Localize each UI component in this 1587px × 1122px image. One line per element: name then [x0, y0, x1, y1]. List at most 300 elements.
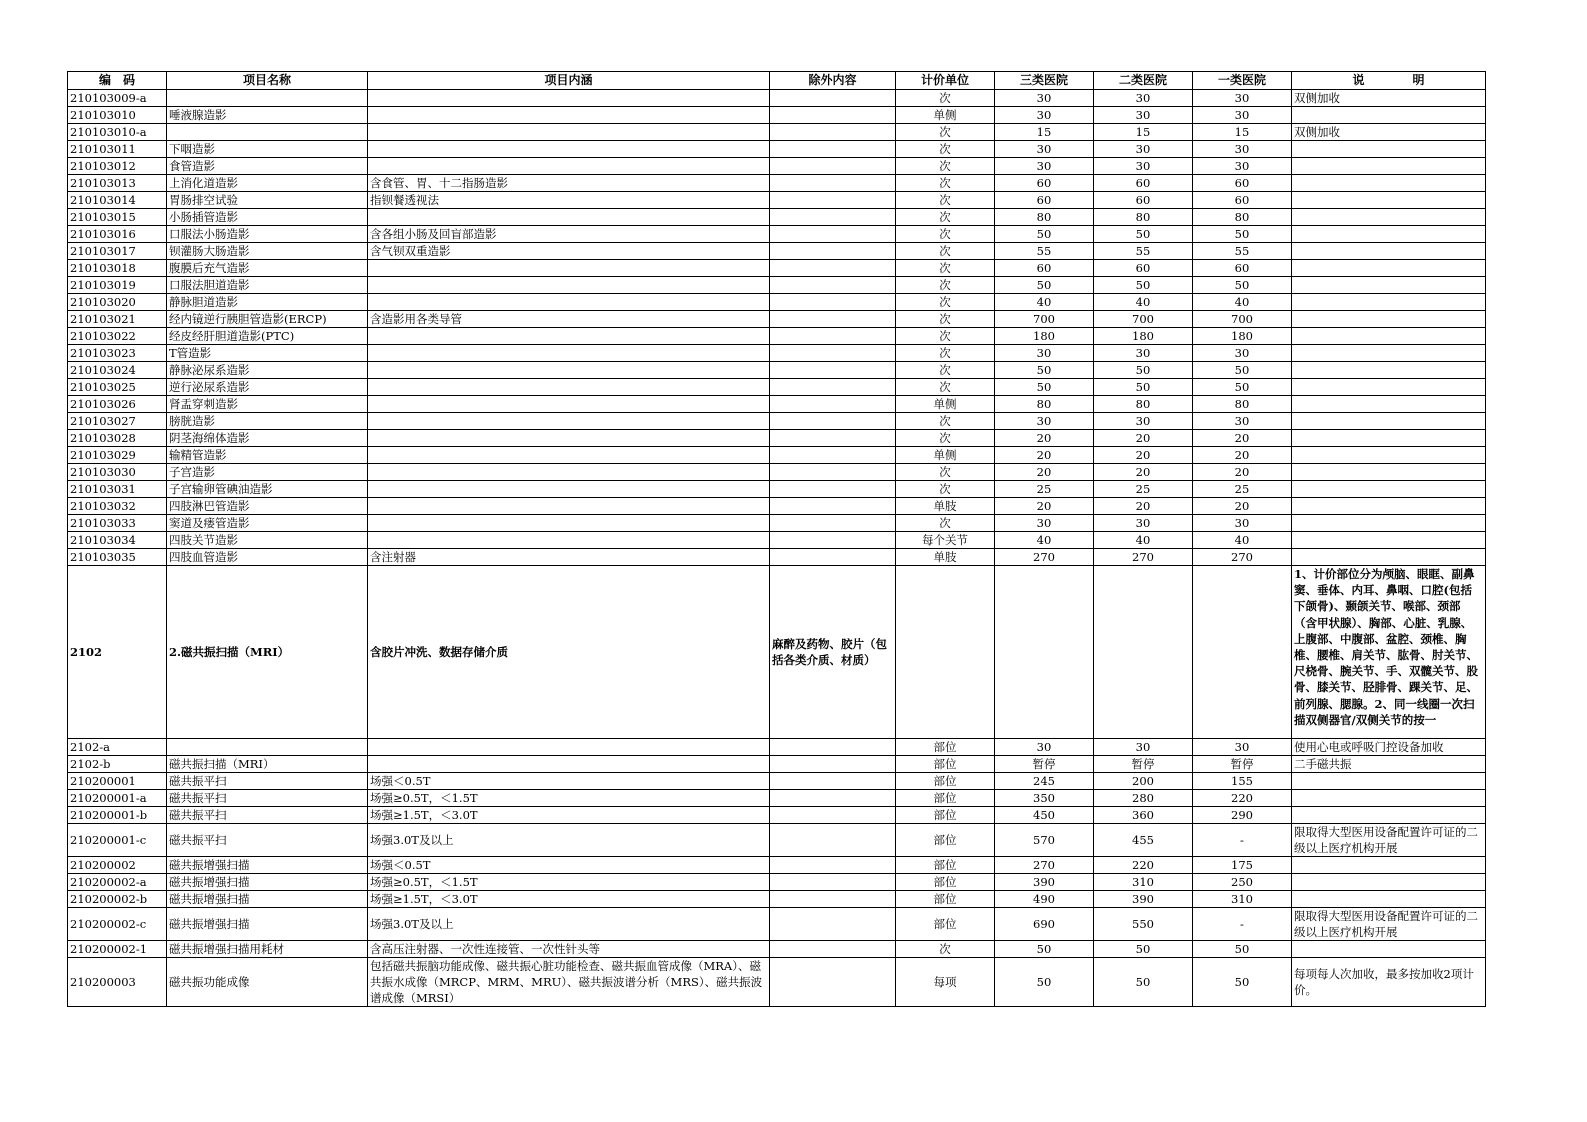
table-row	[68, 107, 1486, 124]
price-class1-cell: 20	[1193, 498, 1292, 515]
exclusions-cell	[770, 107, 896, 124]
note-cell: 限取得大型医用设备配置许可证的二级以上医疗机构开展	[1292, 824, 1486, 857]
note-cell	[1292, 175, 1486, 192]
table-row	[68, 90, 1486, 107]
code-cell: 210103019	[68, 277, 167, 294]
price-class2-cell: 550	[1094, 908, 1193, 941]
price-class2-cell: 50	[1094, 277, 1193, 294]
name-cell: 磁共振增强扫描	[167, 874, 368, 891]
exclusions-cell	[770, 874, 896, 891]
code-cell: 210103025	[68, 379, 167, 396]
code-cell: 210103014	[68, 192, 167, 209]
exclusions-cell	[770, 756, 896, 773]
exclusions-cell	[770, 362, 896, 379]
note-cell: 限取得大型医用设备配置许可证的二级以上医疗机构开展	[1292, 908, 1486, 941]
name-cell: 磁共振平扫	[167, 807, 368, 824]
unit-cell: 次	[896, 379, 995, 396]
note-cell	[1292, 413, 1486, 430]
unit-cell: 单侧	[896, 107, 995, 124]
exclusions-cell	[770, 958, 896, 1007]
code-cell: 210103035	[68, 549, 167, 566]
table-row	[68, 430, 1486, 447]
unit-cell: 次	[896, 941, 995, 958]
unit-cell: 单侧	[896, 447, 995, 464]
table-row	[68, 175, 1486, 192]
price-class2-cell: 50	[1094, 958, 1193, 1007]
name-cell: 磁共振增强扫描用耗材	[167, 941, 368, 958]
unit-cell: 部位	[896, 824, 995, 857]
price-class2-cell: 30	[1094, 345, 1193, 362]
name-cell: 口服法胆道造影	[167, 277, 368, 294]
exclusions-cell	[770, 396, 896, 413]
content-cell: 含气钡双重造影	[368, 243, 770, 260]
price-class1-cell: 60	[1193, 175, 1292, 192]
price-class3-cell: 50	[995, 379, 1094, 396]
name-cell: 磁共振增强扫描	[167, 891, 368, 908]
unit-cell: 次	[896, 175, 995, 192]
table-row	[68, 941, 1486, 958]
table-row	[68, 481, 1486, 498]
header-name: 项目名称	[167, 72, 368, 90]
price-class3-cell: 80	[995, 209, 1094, 226]
code-cell: 210200001-a	[68, 790, 167, 807]
note-cell	[1292, 311, 1486, 328]
unit-cell: 部位	[896, 891, 995, 908]
content-cell: 包括磁共振脑功能成像、磁共振心脏功能检查、磁共振血管成像（MRA）、磁共振水成像（MRCP、MRM、MRU）、磁共振波谱分析（MRS）、磁共振波谱成像（MRSI）	[368, 958, 770, 1007]
note-cell	[1292, 345, 1486, 362]
name-cell: 四肢血管造影	[167, 549, 368, 566]
price-table	[67, 71, 1486, 1007]
price-class2-cell: 310	[1094, 874, 1193, 891]
price-class3-cell: 40	[995, 294, 1094, 311]
price-class2-cell: 270	[1094, 549, 1193, 566]
table-row	[68, 874, 1486, 891]
table-row	[68, 790, 1486, 807]
price-class2-cell: 220	[1094, 857, 1193, 874]
table-row	[68, 192, 1486, 209]
price-class1-cell: 80	[1193, 396, 1292, 413]
price-class3-cell: 50	[995, 277, 1094, 294]
table-row	[68, 857, 1486, 874]
price-class2-cell: 60	[1094, 175, 1193, 192]
exclusions-cell	[770, 515, 896, 532]
price-class1-cell: 暂停	[1193, 756, 1292, 773]
exclusions-cell	[770, 345, 896, 362]
price-class2-cell: 20	[1094, 498, 1193, 515]
name-cell: 口服法小肠造影	[167, 226, 368, 243]
code-cell: 210200001-b	[68, 807, 167, 824]
code-cell: 210103015	[68, 209, 167, 226]
note-cell: 二手磁共振	[1292, 756, 1486, 773]
table-row	[68, 158, 1486, 175]
price-class2-cell: 60	[1094, 192, 1193, 209]
code-cell: 210103028	[68, 430, 167, 447]
unit-cell: 次	[896, 515, 995, 532]
price-class1-cell: 25	[1193, 481, 1292, 498]
price-class2-cell: 200	[1094, 773, 1193, 790]
name-cell: 静脉泌尿系造影	[167, 362, 368, 379]
exclusions-cell	[770, 158, 896, 175]
header-content: 项目内涵	[368, 72, 770, 90]
note-cell	[1292, 464, 1486, 481]
name-cell: 磁共振平扫	[167, 773, 368, 790]
name-cell: 经内镜逆行胰胆管造影(ERCP)	[167, 311, 368, 328]
code-cell: 210200002	[68, 857, 167, 874]
code-cell: 210103010	[68, 107, 167, 124]
code-cell: 210200002-b	[68, 891, 167, 908]
table-row	[68, 498, 1486, 515]
header-class2: 二类医院	[1094, 72, 1193, 90]
table-row	[68, 807, 1486, 824]
table-row	[68, 294, 1486, 311]
price-class1-cell: -	[1193, 824, 1292, 857]
price-class1-cell: 30	[1193, 90, 1292, 107]
name-cell: 钡灌肠大肠造影	[167, 243, 368, 260]
content-cell	[368, 294, 770, 311]
content-cell: 场强≥1.5T，＜3.0T	[368, 891, 770, 908]
note-cell	[1292, 941, 1486, 958]
content-cell	[368, 379, 770, 396]
note-cell	[1292, 362, 1486, 379]
unit-cell: 部位	[896, 756, 995, 773]
table-row	[68, 226, 1486, 243]
note-cell	[1292, 379, 1486, 396]
unit-cell: 次	[896, 158, 995, 175]
content-cell	[368, 739, 770, 756]
price-class2-cell: 50	[1094, 362, 1193, 379]
price-class1-cell	[1193, 566, 1292, 739]
unit-cell: 次	[896, 260, 995, 277]
price-class1-cell: 50	[1193, 362, 1292, 379]
unit-cell: 部位	[896, 773, 995, 790]
exclusions-cell	[770, 260, 896, 277]
price-class2-cell: 455	[1094, 824, 1193, 857]
price-class2-cell: 50	[1094, 379, 1193, 396]
price-class2-cell: 50	[1094, 226, 1193, 243]
price-class1-cell: 310	[1193, 891, 1292, 908]
name-cell: 四肢淋巴管造影	[167, 498, 368, 515]
exclusions-cell	[770, 549, 896, 566]
name-cell: T管造影	[167, 345, 368, 362]
name-cell: 子宫输卵管碘油造影	[167, 481, 368, 498]
unit-cell: 次	[896, 311, 995, 328]
exclusions-cell	[770, 464, 896, 481]
price-class1-cell: 30	[1193, 413, 1292, 430]
price-class3-cell: 30	[995, 90, 1094, 107]
content-cell	[368, 107, 770, 124]
table-row	[68, 464, 1486, 481]
price-class2-cell: 30	[1094, 90, 1193, 107]
content-cell	[368, 464, 770, 481]
exclusions-cell	[770, 857, 896, 874]
price-class1-cell: 50	[1193, 958, 1292, 1007]
exclusions-cell	[770, 175, 896, 192]
code-cell: 210103022	[68, 328, 167, 345]
price-class2-cell: 30	[1094, 158, 1193, 175]
unit-cell: 次	[896, 277, 995, 294]
note-cell	[1292, 192, 1486, 209]
price-class2-cell: 30	[1094, 413, 1193, 430]
unit-cell: 次	[896, 413, 995, 430]
unit-cell: 次	[896, 362, 995, 379]
content-cell	[368, 345, 770, 362]
price-class1-cell: 50	[1193, 226, 1292, 243]
note-cell	[1292, 277, 1486, 294]
content-cell	[368, 328, 770, 345]
price-class2-cell: 30	[1094, 515, 1193, 532]
price-class3-cell: 60	[995, 175, 1094, 192]
price-class3-cell: 270	[995, 549, 1094, 566]
note-cell	[1292, 498, 1486, 515]
table-row	[68, 311, 1486, 328]
price-class1-cell: 50	[1193, 277, 1292, 294]
price-class3-cell: 40	[995, 532, 1094, 549]
price-class3-cell: 570	[995, 824, 1094, 857]
price-class3-cell: 50	[995, 362, 1094, 379]
note-cell	[1292, 141, 1486, 158]
name-cell: 磁共振增强扫描	[167, 908, 368, 941]
table-row	[68, 243, 1486, 260]
content-cell	[368, 396, 770, 413]
price-class2-cell: 40	[1094, 294, 1193, 311]
code-cell: 210103018	[68, 260, 167, 277]
price-class3-cell: 245	[995, 773, 1094, 790]
note-cell: 双侧加收	[1292, 124, 1486, 141]
exclusions-cell	[770, 739, 896, 756]
name-cell: 磁共振扫描（MRI）	[167, 756, 368, 773]
exclusions-cell	[770, 209, 896, 226]
note-cell	[1292, 294, 1486, 311]
price-class1-cell: 40	[1193, 294, 1292, 311]
code-cell: 210200001-c	[68, 824, 167, 857]
note-cell	[1292, 430, 1486, 447]
content-cell: 场强3.0T及以上	[368, 908, 770, 941]
content-cell	[368, 90, 770, 107]
price-class3-cell: 180	[995, 328, 1094, 345]
note-cell	[1292, 447, 1486, 464]
content-cell	[368, 362, 770, 379]
name-cell: 2.磁共振扫描（MRI）	[167, 566, 368, 739]
unit-cell: 部位	[896, 739, 995, 756]
price-class2-cell: 20	[1094, 447, 1193, 464]
exclusions-cell	[770, 807, 896, 824]
name-cell: 子宫造影	[167, 464, 368, 481]
price-class2-cell: 360	[1094, 807, 1193, 824]
unit-cell: 部位	[896, 790, 995, 807]
unit-cell: 部位	[896, 908, 995, 941]
price-class3-cell: 50	[995, 941, 1094, 958]
price-class1-cell: 20	[1193, 430, 1292, 447]
price-class3-cell: 450	[995, 807, 1094, 824]
unit-cell: 次	[896, 209, 995, 226]
name-cell: 窦道及瘘管造影	[167, 515, 368, 532]
name-cell: 逆行泌尿系造影	[167, 379, 368, 396]
name-cell: 磁共振功能成像	[167, 958, 368, 1007]
table-row	[68, 413, 1486, 430]
price-class3-cell: 55	[995, 243, 1094, 260]
code-cell: 210103020	[68, 294, 167, 311]
unit-cell: 次	[896, 481, 995, 498]
price-class2-cell: 20	[1094, 430, 1193, 447]
price-class3-cell: 60	[995, 192, 1094, 209]
content-cell	[368, 277, 770, 294]
code-cell: 210200002-1	[68, 941, 167, 958]
content-cell: 场强＜0.5T	[368, 857, 770, 874]
code-cell: 210103024	[68, 362, 167, 379]
table-row	[68, 908, 1486, 941]
exclusions-cell	[770, 790, 896, 807]
table-row	[68, 362, 1486, 379]
note-cell	[1292, 481, 1486, 498]
price-class3-cell: 20	[995, 498, 1094, 515]
table-row	[68, 824, 1486, 857]
price-class1-cell: 700	[1193, 311, 1292, 328]
price-class3-cell: 30	[995, 413, 1094, 430]
price-class2-cell: 50	[1094, 941, 1193, 958]
note-cell	[1292, 396, 1486, 413]
exclusions-cell	[770, 908, 896, 941]
price-class1-cell: 220	[1193, 790, 1292, 807]
content-cell: 含食管、胃、十二指肠造影	[368, 175, 770, 192]
price-class2-cell: 700	[1094, 311, 1193, 328]
unit-cell: 单肢	[896, 549, 995, 566]
exclusions-cell	[770, 192, 896, 209]
price-class3-cell: 30	[995, 515, 1094, 532]
table-row	[68, 396, 1486, 413]
unit-cell: 次	[896, 243, 995, 260]
name-cell: 上消化道造影	[167, 175, 368, 192]
code-cell: 210103032	[68, 498, 167, 515]
content-cell: 场强3.0T及以上	[368, 824, 770, 857]
code-cell: 210103027	[68, 413, 167, 430]
table-row	[68, 566, 1486, 739]
table-row	[68, 958, 1486, 1007]
table-body	[68, 90, 1486, 1007]
note-cell	[1292, 226, 1486, 243]
price-class1-cell: 250	[1193, 874, 1292, 891]
header-row	[68, 72, 1486, 90]
exclusions-cell	[770, 824, 896, 857]
exclusions-cell	[770, 413, 896, 430]
name-cell: 膀胱造影	[167, 413, 368, 430]
name-cell: 经皮经肝胆道造影(PTC)	[167, 328, 368, 345]
code-cell: 210103017	[68, 243, 167, 260]
content-cell: 含高压注射器、一次性连接管、一次性针头等	[368, 941, 770, 958]
content-cell: 场强≥0.5T，＜1.5T	[368, 874, 770, 891]
name-cell: 磁共振平扫	[167, 790, 368, 807]
header-code: 编 码	[68, 72, 167, 90]
code-cell: 210200001	[68, 773, 167, 790]
exclusions-cell	[770, 243, 896, 260]
unit-cell: 次	[896, 328, 995, 345]
code-cell: 2102-b	[68, 756, 167, 773]
unit-cell: 每个关节	[896, 532, 995, 549]
unit-cell: 次	[896, 294, 995, 311]
content-cell: 场强＜0.5T	[368, 773, 770, 790]
price-class1-cell: 60	[1193, 192, 1292, 209]
price-class3-cell: 30	[995, 345, 1094, 362]
price-class3-cell: 20	[995, 464, 1094, 481]
price-class3-cell	[995, 566, 1094, 739]
code-cell: 210103033	[68, 515, 167, 532]
price-class1-cell: 30	[1193, 141, 1292, 158]
content-cell: 含造影用各类导管	[368, 311, 770, 328]
table-row	[68, 773, 1486, 790]
price-class2-cell: 暂停	[1094, 756, 1193, 773]
content-cell	[368, 413, 770, 430]
exclusions-cell	[770, 328, 896, 345]
unit-cell: 每项	[896, 958, 995, 1007]
price-class1-cell: 175	[1193, 857, 1292, 874]
header-exclusions: 除外内容	[770, 72, 896, 90]
note-cell: 双侧加收	[1292, 90, 1486, 107]
header-class1: 一类医院	[1193, 72, 1292, 90]
price-class3-cell: 30	[995, 141, 1094, 158]
price-class1-cell: 30	[1193, 739, 1292, 756]
content-cell	[368, 481, 770, 498]
table-row	[68, 209, 1486, 226]
note-cell	[1292, 209, 1486, 226]
table-row	[68, 532, 1486, 549]
exclusions-cell	[770, 447, 896, 464]
code-cell: 210103012	[68, 158, 167, 175]
code-cell: 210103034	[68, 532, 167, 549]
exclusions-cell	[770, 430, 896, 447]
price-class2-cell: 390	[1094, 891, 1193, 908]
note-cell	[1292, 874, 1486, 891]
code-cell: 210103026	[68, 396, 167, 413]
unit-cell: 部位	[896, 857, 995, 874]
code-cell: 2102-a	[68, 739, 167, 756]
price-class3-cell: 20	[995, 447, 1094, 464]
price-class2-cell: 25	[1094, 481, 1193, 498]
price-class2-cell: 55	[1094, 243, 1193, 260]
unit-cell: 单侧	[896, 396, 995, 413]
content-cell	[368, 209, 770, 226]
content-cell	[368, 756, 770, 773]
table-row	[68, 124, 1486, 141]
header-class3: 三类医院	[995, 72, 1094, 90]
content-cell: 含注射器	[368, 549, 770, 566]
price-class2-cell: 180	[1094, 328, 1193, 345]
note-cell: 1、计价部位分为颅脑、眼眶、副鼻窦、垂体、内耳、鼻咽、口腔(包括下颌骨)、颞颌关节、喉部、颈部（含甲状腺）、胸部、心脏、乳腺、上腹部、中腹部、盆腔、颈椎、胸椎、腰椎、肩关节、肱骨、肘关节、尺桡骨、腕关节、手、双髋关节、股骨、膝关节、胫腓骨、踝关节、足、前列腺、腮腺。2、同一线圈一次扫描双侧器官/双侧关节的按一	[1292, 566, 1486, 739]
content-cell	[368, 447, 770, 464]
price-class3-cell: 15	[995, 124, 1094, 141]
name-cell	[167, 124, 368, 141]
price-class2-cell: 80	[1094, 396, 1193, 413]
price-class1-cell: 30	[1193, 515, 1292, 532]
code-cell: 210200002-a	[68, 874, 167, 891]
note-cell	[1292, 243, 1486, 260]
price-class3-cell: 30	[995, 107, 1094, 124]
exclusions-cell	[770, 773, 896, 790]
price-class1-cell: 60	[1193, 260, 1292, 277]
code-cell: 210200002-c	[68, 908, 167, 941]
header-unit: 计价单位	[896, 72, 995, 90]
exclusions-cell	[770, 90, 896, 107]
note-cell	[1292, 158, 1486, 175]
note-cell	[1292, 328, 1486, 345]
content-cell: 含各组小肠及回盲部造影	[368, 226, 770, 243]
code-cell: 210103023	[68, 345, 167, 362]
table-row	[68, 260, 1486, 277]
exclusions-cell: 麻醉及药物、胶片（包括各类介质、材质）	[770, 566, 896, 739]
code-cell: 210103030	[68, 464, 167, 481]
unit-cell: 部位	[896, 807, 995, 824]
unit-cell: 次	[896, 90, 995, 107]
name-cell: 肾盂穿刺造影	[167, 396, 368, 413]
note-cell	[1292, 807, 1486, 824]
